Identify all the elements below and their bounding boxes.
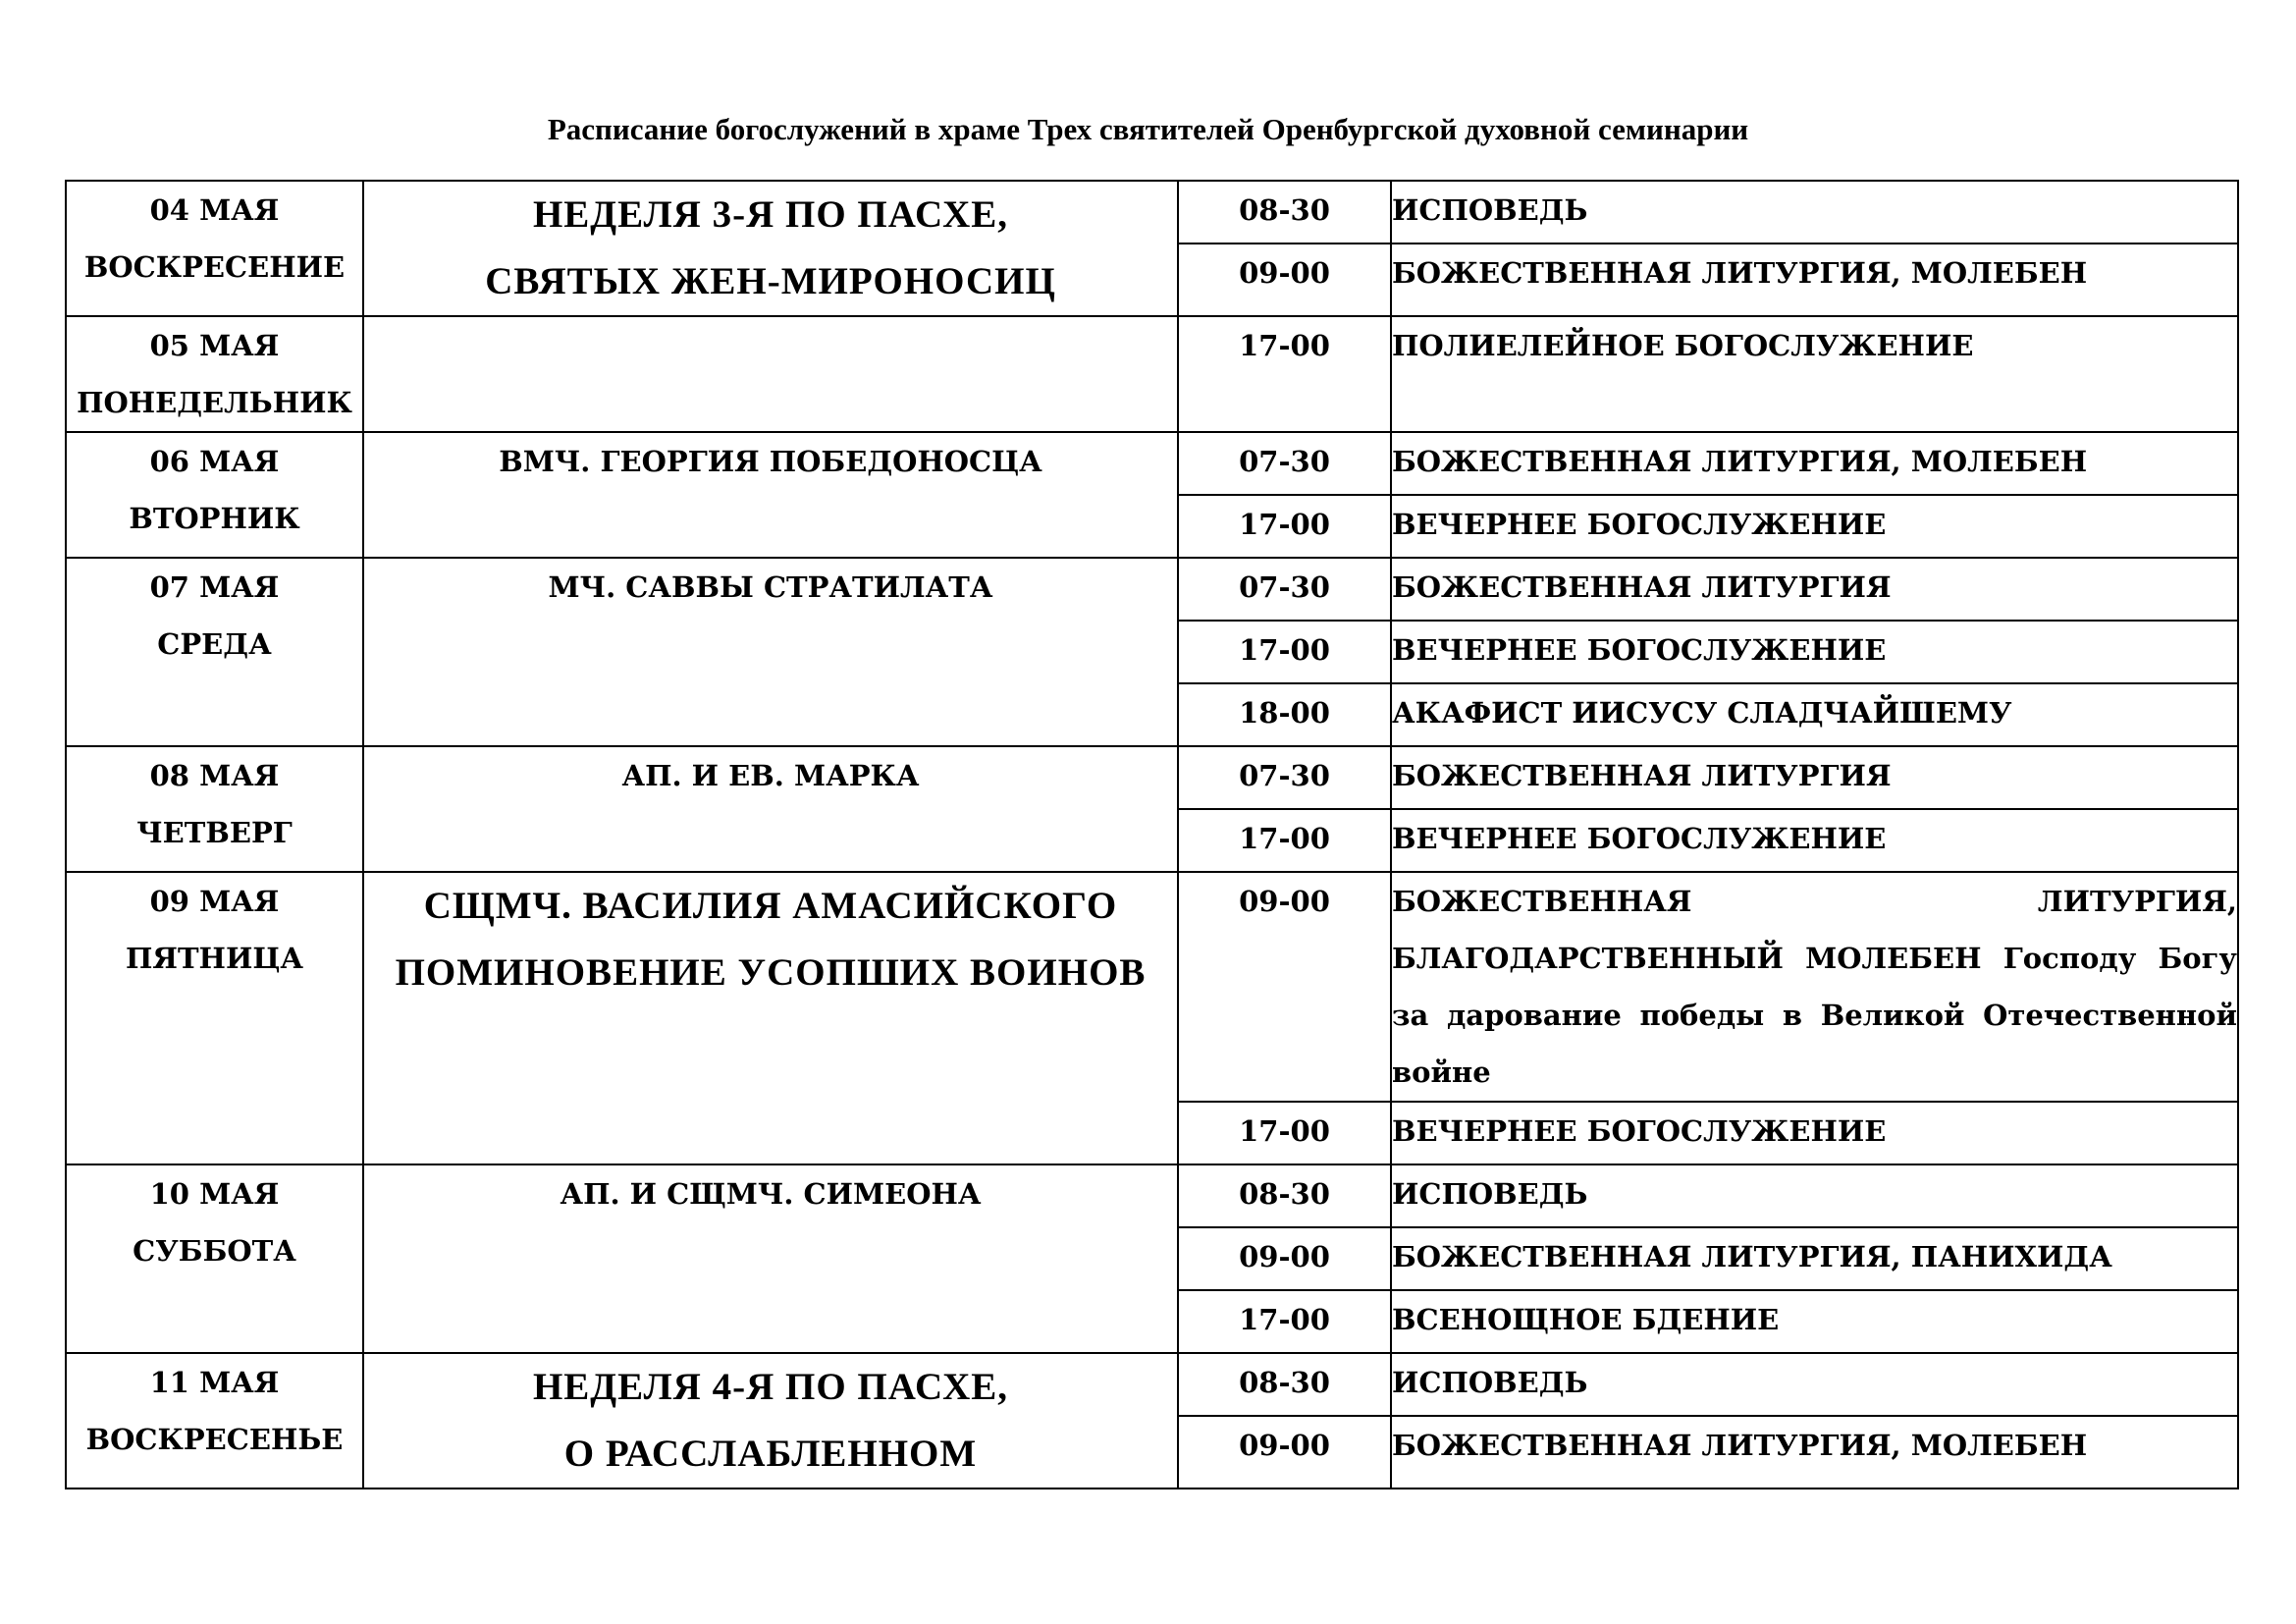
service-time: 09-00 bbox=[1178, 872, 1391, 1102]
table-row bbox=[66, 558, 2238, 621]
service-name: ВЕЧЕРНЕЕ БОГОСЛУЖЕНИЕ bbox=[1391, 621, 2238, 683]
date-cell bbox=[66, 558, 363, 746]
service-time: 09-00 bbox=[1178, 1227, 1391, 1290]
page-title: Расписание богослужений в храме Трех святителей Оренбургской духовной семинарии bbox=[547, 112, 1749, 146]
day-date: 09 МАЯ bbox=[149, 885, 280, 918]
day-date: 06 МАЯ bbox=[149, 445, 280, 478]
feast-title: АП. И ЕВ. МАРКА bbox=[621, 759, 920, 792]
feast-title: О РАССЛАБЛЕННОМ bbox=[563, 1433, 978, 1475]
service-time: 07-30 bbox=[1178, 432, 1391, 495]
feast-title: СЩМЧ. ВАСИЛИЯ АМАСИЙСКОГО bbox=[423, 885, 1118, 927]
day-date: 04 МАЯ bbox=[149, 193, 280, 227]
day-date: 07 МАЯ bbox=[149, 570, 280, 604]
table-row bbox=[66, 746, 2238, 809]
day-weekday: ПЯТНИЦА bbox=[126, 942, 303, 975]
table-row bbox=[66, 1353, 2238, 1416]
service-time: 17-00 bbox=[1178, 621, 1391, 683]
service-time: 17-00 bbox=[1178, 1290, 1391, 1353]
service-name: БОЖЕСТВЕННАЯ ЛИТУРГИЯ, МОЛЕБЕН bbox=[1391, 244, 2238, 316]
feast-title: НЕДЕЛЯ 4-Я ПО ПАСХЕ, bbox=[532, 1366, 1009, 1408]
service-name: БОЖЕСТВЕННАЯ ЛИТУРГИЯ, МОЛЕБЕН bbox=[1391, 432, 2238, 495]
feast-title: СВЯТЫХ ЖЕН-МИРОНОСИЦ bbox=[485, 260, 1056, 302]
service-time: 08-30 bbox=[1178, 181, 1391, 244]
service-time: 09-00 bbox=[1178, 244, 1391, 316]
feast-title: ПОМИНОВЕНИЕ УСОПШИХ ВОИНОВ bbox=[395, 951, 1147, 994]
service-name: ИСПОВЕДЬ bbox=[1391, 1164, 2238, 1227]
service-name: БОЖЕСТВЕННАЯ ЛИТУРГИЯ, МОЛЕБЕН bbox=[1391, 1416, 2238, 1489]
service-name: БОЖЕСТВЕННАЯ ЛИТУРГИЯ, БЛАГОДАРСТВЕННЫЙ МОЛЕБЕН Господу Богу за дарование победы в Великой Отечественной войне bbox=[1391, 872, 2238, 1102]
feast-title: МЧ. САВВЫ СТРАТИЛАТА bbox=[548, 570, 993, 604]
day-weekday: ПОНЕДЕЛЬНИК bbox=[77, 386, 352, 419]
day-date: 10 МАЯ bbox=[149, 1177, 280, 1211]
feast-title: АП. И СЩМЧ. СИМЕОНА bbox=[560, 1177, 982, 1211]
day-date: 05 МАЯ bbox=[149, 329, 280, 362]
feast-cell bbox=[363, 558, 1178, 746]
date-cell bbox=[66, 1353, 363, 1489]
service-name: БОЖЕСТВЕННАЯ ЛИТУРГИЯ, ПАНИХИДА bbox=[1391, 1227, 2238, 1290]
day-weekday: СУББОТА bbox=[133, 1234, 296, 1268]
service-time: 17-00 bbox=[1178, 495, 1391, 558]
day-date: 08 МАЯ bbox=[149, 759, 280, 792]
table-row bbox=[66, 181, 2238, 244]
service-name: ИСПОВЕДЬ bbox=[1391, 181, 2238, 244]
date-cell bbox=[66, 432, 363, 558]
service-time: 07-30 bbox=[1178, 558, 1391, 621]
service-time: 07-30 bbox=[1178, 746, 1391, 809]
table-row bbox=[66, 1164, 2238, 1227]
day-date: 11 МАЯ bbox=[149, 1366, 280, 1399]
date-cell bbox=[66, 1164, 363, 1353]
feast-title: НЕДЕЛЯ 3-Я ПО ПАСХЕ, bbox=[532, 193, 1009, 236]
service-name: ВЕЧЕРНЕЕ БОГОСЛУЖЕНИЕ bbox=[1391, 809, 2238, 872]
service-time: 08-30 bbox=[1178, 1164, 1391, 1227]
feast-cell bbox=[363, 1353, 1178, 1489]
feast-cell bbox=[363, 181, 1178, 316]
service-time: 17-00 bbox=[1178, 809, 1391, 872]
feast-cell bbox=[363, 316, 1178, 432]
date-cell bbox=[66, 316, 363, 432]
day-weekday: ЧЕТВЕРГ bbox=[136, 816, 293, 849]
day-weekday: ВТОРНИК bbox=[129, 502, 300, 535]
date-cell bbox=[66, 181, 363, 316]
service-name: ПОЛИЕЛЕЙНОЕ БОГОСЛУЖЕНИЕ bbox=[1391, 316, 2238, 432]
day-weekday: СРЕДА bbox=[157, 627, 272, 661]
table-row bbox=[66, 872, 2238, 1102]
service-name: ИСПОВЕДЬ bbox=[1391, 1353, 2238, 1416]
service-time: 17-00 bbox=[1178, 316, 1391, 432]
feast-cell bbox=[363, 1164, 1178, 1353]
service-time: 17-00 bbox=[1178, 1102, 1391, 1164]
service-name: АКАФИСТ ИИСУСУ СЛАДЧАЙШЕМУ bbox=[1391, 683, 2238, 746]
day-weekday: ВОСКРЕСЕНЬЕ bbox=[85, 1423, 344, 1456]
service-time: 09-00 bbox=[1178, 1416, 1391, 1489]
table-row bbox=[66, 432, 2238, 495]
date-cell bbox=[66, 746, 363, 872]
feast-cell bbox=[363, 746, 1178, 872]
day-weekday: ВОСКРЕСЕНИЕ bbox=[83, 250, 346, 284]
date-cell bbox=[66, 872, 363, 1164]
schedule-table bbox=[65, 180, 2239, 1489]
service-time: 18-00 bbox=[1178, 683, 1391, 746]
service-name: ВЕЧЕРНЕЕ БОГОСЛУЖЕНИЕ bbox=[1391, 495, 2238, 558]
service-name: БОЖЕСТВЕННАЯ ЛИТУРГИЯ bbox=[1391, 558, 2238, 621]
service-name: БОЖЕСТВЕННАЯ ЛИТУРГИЯ bbox=[1391, 746, 2238, 809]
feast-cell bbox=[363, 872, 1178, 1164]
feast-cell bbox=[363, 432, 1178, 558]
feast-title: ВМЧ. ГЕОРГИЯ ПОБЕДОНОСЦА bbox=[499, 445, 1042, 478]
service-name: ВЕЧЕРНЕЕ БОГОСЛУЖЕНИЕ bbox=[1391, 1102, 2238, 1164]
service-time: 08-30 bbox=[1178, 1353, 1391, 1416]
table-row bbox=[66, 316, 2238, 432]
service-name: ВСЕНОЩНОЕ БДЕНИЕ bbox=[1391, 1290, 2238, 1353]
